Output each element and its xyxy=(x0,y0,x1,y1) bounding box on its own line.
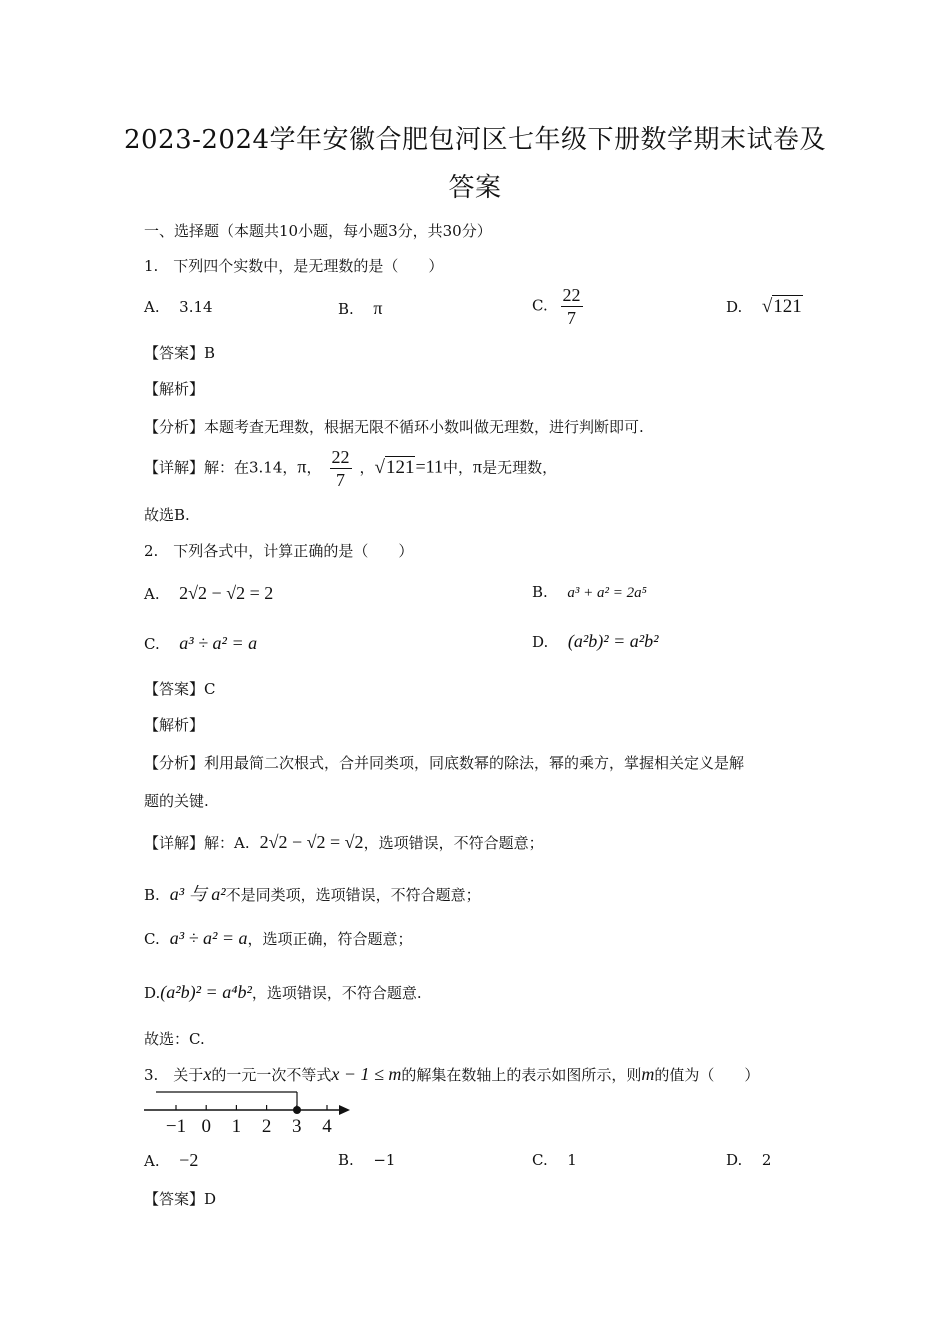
q2-detail-c-prefix: C. xyxy=(144,930,160,948)
q3-option-c-label: C. xyxy=(532,1151,548,1169)
q2-detail-b-math: a³ 与 a² xyxy=(169,884,226,904)
q1-detail-denominator: 7 xyxy=(336,470,346,490)
q3-axis-tick-label: 1 xyxy=(231,1116,242,1136)
q3-stem-inequality: x − 1 ≤ m xyxy=(331,1064,402,1084)
q3-option-d-value: 2 xyxy=(761,1151,772,1169)
q1-option-d-radicand: 121 xyxy=(773,296,802,317)
q1-option-d-sqrt: √121 xyxy=(761,296,802,317)
q1-detail-end: 是无理数， xyxy=(482,458,558,477)
q2-option-c-math: a³ ÷ a² = a xyxy=(179,633,258,653)
q3-option-b xyxy=(338,1151,395,1169)
q2-detail-b-prefix: B. xyxy=(144,886,160,904)
q2-detail-b xyxy=(144,880,481,906)
q3-option-a-value: −2 xyxy=(179,1150,199,1170)
q2-option-d xyxy=(532,631,659,652)
q2-option-a-label: A. xyxy=(144,585,160,603)
q3-stem-end: 的值为（ ） xyxy=(654,1066,760,1084)
q2-detail-a-math: 2√2 − √2 = √2 xyxy=(259,832,364,852)
q1-option-a-value: 3.14 xyxy=(179,298,213,316)
q3-answer: 【答案】D xyxy=(144,1190,217,1208)
q2-detail-c xyxy=(144,928,413,949)
q2-detail-d-math: (a²b)² = a⁴b² xyxy=(160,982,252,1002)
q1-answer: 【答案】B xyxy=(144,344,216,362)
q3-option-a-label: A. xyxy=(144,1152,160,1170)
q3-option-b-label: B. xyxy=(338,1151,354,1169)
q2-detail-c-suffix: ，选项正确，符合题意； xyxy=(247,930,413,948)
q3-option-a xyxy=(144,1150,198,1171)
q3-option-d xyxy=(726,1151,771,1169)
q3-stem-prefix: 3. 关于 xyxy=(144,1066,204,1084)
q1-detail-pi-2: π xyxy=(472,456,483,477)
q1-detail-prefix: 【详解】解：在3.14， xyxy=(144,458,298,477)
q1-option-c-denominator: 7 xyxy=(567,308,576,328)
q2-option-c-label: C. xyxy=(144,635,160,653)
q1-detail-fraction xyxy=(330,446,352,491)
q3-stem-m: m xyxy=(641,1064,655,1084)
q1-option-c-label: C. xyxy=(532,296,548,315)
q1-option-d-label: D. xyxy=(726,298,743,316)
q2-detail-d xyxy=(144,982,422,1003)
q1-option-c xyxy=(532,284,591,329)
document-title-line2: 答案 xyxy=(448,173,502,203)
q3-stem-middle: 的一元一次不等式 xyxy=(211,1066,332,1084)
q2-option-a-math: 2√2 − √2 = 2 xyxy=(179,583,274,603)
q2-conclusion: 故选：C. xyxy=(144,1030,205,1048)
document-title-line1: 2023-2024学年安徽合肥包河区七年级下册数学期末试卷及 xyxy=(123,125,827,155)
q2-stem: 2. 下列各式中，计算正确的是（ ） xyxy=(144,542,414,560)
q1-detail-sqrt: √121 xyxy=(374,456,415,478)
q3-axis-tick-label: 4 xyxy=(322,1116,332,1136)
q2-detail-a-suffix: ，选项错误，不符合题意； xyxy=(363,834,544,852)
q2-detail-b-suffix: 不是同类项，选项错误，不符合题意； xyxy=(225,886,481,904)
q1-option-b-value: π xyxy=(373,298,383,318)
q1-option-b xyxy=(338,298,382,319)
q2-analysis-heading: 【解析】 xyxy=(144,716,205,734)
q1-detail-radicand: 121 xyxy=(385,456,415,478)
q2-detail-d-suffix: ，选项错误，不符合题意. xyxy=(251,984,422,1002)
q1-detail: 【详解】解：在3.14，π， $\frac{22}{7}$ ，√121=11中，π是无理数， xyxy=(144,447,558,490)
q3-stem-x: x xyxy=(203,1064,212,1084)
q2-option-b-math: a³ + a² = 2a⁵ xyxy=(567,585,647,601)
q3-axis-tick-label: 2 xyxy=(261,1116,272,1136)
q1-stem: 1. 下列四个实数中，是无理数的是（ ） xyxy=(144,257,444,275)
q1-detail-equals: =11 xyxy=(415,456,443,477)
q2-option-d-math: (a²b)² = a²b² xyxy=(567,631,659,651)
q3-axis-arrow xyxy=(339,1105,350,1115)
q2-detail-a-prefix: 【详解】解：A. xyxy=(144,834,250,852)
q2-fenxi-line2: 题的关键. xyxy=(144,792,209,810)
q1-option-c-fraction xyxy=(561,284,583,329)
q2-detail-c-math: a³ ÷ a² = a xyxy=(169,928,248,948)
q1-option-a-label: A. xyxy=(144,298,160,316)
q1-detail-middle: 中， xyxy=(442,458,473,477)
q1-detail-pi: π xyxy=(297,456,307,477)
q1-option-b-label: B. xyxy=(338,300,354,318)
q3-option-b-value: −1 xyxy=(373,1151,396,1169)
q2-option-c xyxy=(144,633,257,654)
q3-option-d-label: D. xyxy=(726,1151,743,1169)
q1-detail-numerator: 22 xyxy=(331,447,350,467)
q2-detail-d-prefix: D. xyxy=(144,984,161,1002)
q3-option-c xyxy=(532,1151,577,1169)
q2-option-a xyxy=(144,583,273,604)
q1-option-c-numerator: 22 xyxy=(562,285,581,305)
q2-option-b-label: B. xyxy=(532,583,548,601)
q3-stem-middle2: 的解集在数轴上的表示如图所示，则 xyxy=(401,1066,642,1084)
q3-stem xyxy=(144,1064,759,1085)
q1-option-d xyxy=(726,296,803,318)
q2-option-d-label: D. xyxy=(532,633,549,651)
q1-fenxi: 【分析】本题考查无理数，根据无限不循环小数叫做无理数，进行判断即可. xyxy=(144,418,644,436)
q2-fenxi-line1: 【分析】利用最简二次根式，合并同类项，同底数幂的除法，幂的乘方，掌握相关定义是解 xyxy=(144,754,745,772)
q3-solid-point xyxy=(293,1106,301,1114)
q3-axis-tick-label: 3 xyxy=(292,1116,302,1136)
q1-option-a xyxy=(144,298,213,316)
q3-axis-tick-label: −1 xyxy=(165,1116,187,1136)
q1-analysis-heading: 【解析】 xyxy=(144,380,205,398)
q3-axis-tick-label: 0 xyxy=(201,1116,211,1136)
q2-detail-a xyxy=(144,832,544,853)
q2-option-b xyxy=(532,583,647,602)
q3-option-c-value: 1 xyxy=(567,1151,577,1169)
q2-answer: 【答案】C xyxy=(144,680,216,698)
q3-number-line xyxy=(140,1088,360,1136)
q1-conclusion: 故选B. xyxy=(144,506,190,524)
section-heading: 一、选择题（本题共10小题，每小题3分，共30分） xyxy=(144,222,492,240)
